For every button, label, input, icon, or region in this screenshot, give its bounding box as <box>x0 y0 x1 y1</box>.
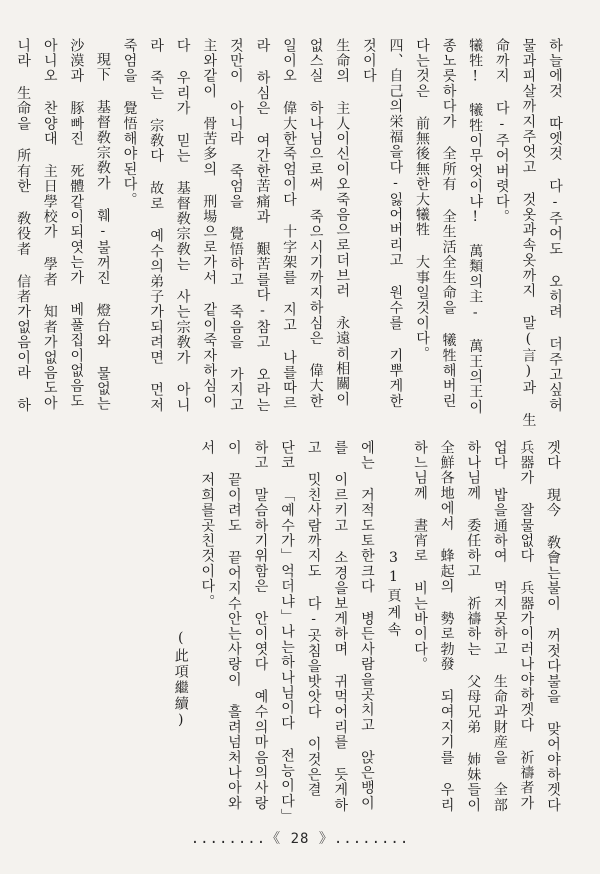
text-column: 겟다 現今 敎會는불이 꺼젓다불을 맞어야하겟다 <box>545 440 561 813</box>
text-column: 를 이르키고 소경을보게하며 귀먹어리를 듯게하 <box>332 440 349 813</box>
text-column: 全鮮各地에서 蜂起의 勢로勃發 되여지기를 우리 <box>438 440 455 813</box>
text-column: 단코 「예수가」억더냐」나는하나님이다 전능이다」 <box>279 440 296 824</box>
text-column: 다 우리가 믿는 基督敎宗敎는 사는宗敎가 아니 <box>174 38 191 413</box>
text-column: 에는 거적도토한크다 병든사람을곳치고 앉은뱅이 <box>358 440 375 811</box>
continued-note: (此項繼續) <box>172 630 189 730</box>
text-column: 沙漠과 豚빠진 死體같이되엿는가 베풀집이없음도 <box>68 38 85 409</box>
folio-dashes-right: ........ <box>333 831 410 847</box>
text-column: 업다 밥을通하여 먹지못하고 生命과財産을 全部 <box>491 440 508 813</box>
text-column: 것만이 아니라 죽엄을 覺悟하고 죽음을 가지고 <box>227 38 244 413</box>
text-column: 아니오 찬양대 主日學校가 學者 知者가없음도아 <box>41 38 58 411</box>
text-column: 종노릇하다가 全所有 全生活全生命을 犧牲해버린 <box>440 38 457 409</box>
text-column: 하늘에것 따엣것 다-주어도 오히려 더주고싶허 <box>547 38 563 413</box>
text-column: 라 하심은 여간한苦痛과 艱苦를다-참고 오라는 <box>254 38 271 413</box>
text-column: 하고 말슴하기위함은 안이엿다 예수의마음의사랑 <box>252 440 269 811</box>
folio-dashes-left: ........ <box>190 831 267 847</box>
text-column: 없스실 하나님으로써 죽으시기까지하심은 偉大한 <box>307 38 324 409</box>
section-heading: 四、自己의栄福을다-잃어버리고 원수를 기뿌게한 <box>387 38 404 409</box>
continuation-reference: 31頁계속 <box>385 550 402 639</box>
lower-text-block <box>30 440 566 824</box>
text-column: 生命의 主人이신이오죽음으로더브러 永遠히相關이 <box>334 38 351 407</box>
text-column: 일이오 偉大한죽엄이다 十字架를 지고 나를따르 <box>281 38 298 411</box>
text-column: 라 죽는 宗敎다 故로 예수의弟子가되려면 먼저 <box>148 38 165 413</box>
text-column: 다는것은 前無後無한大犧牲 大事일것이다。 <box>414 38 431 362</box>
text-column: 서 저희를곳친것이다。 <box>199 440 216 610</box>
folio-bracket-left: 《 <box>266 831 282 847</box>
text-column: 고 밋친사람까지도 다-곳침을밧앗다 이것은결 <box>305 440 322 798</box>
text-column: 하나님께 委任하고 祈禱하는 父母兄弟 姉妹들이 <box>465 440 482 813</box>
upper-text-block <box>15 38 568 429</box>
text-column: 니라 生命을 所有한 敎役者 信者가없음이라 하 <box>15 38 32 413</box>
text-column: 것이다 <box>360 38 377 84</box>
text-column: 兵器가 잘물없다 兵器가이러나야하겟다 祈禱者가 <box>518 440 535 811</box>
text-column: 하느님께 晝宵로 비는바이다。 <box>412 440 429 672</box>
text-column: 主와같이 骨苦多의 刑場으로가서 같이죽자하심이 <box>201 38 218 409</box>
text-column: 犧牲! 犧牲이무엇이냐! 萬類의主- 萬王의王이 <box>467 38 484 415</box>
page-number: 28 <box>290 831 310 847</box>
text-column: 죽엄을 覺悟해야된다。 <box>121 38 138 208</box>
page-number-footer <box>0 828 600 848</box>
text-column: 이 끝이려도 끝어지수안는사랑이 흘려넘처나아와 <box>225 440 242 811</box>
text-column: 물과피살까지주엇고 것옷과속옷까지 말(言)과 生 <box>520 38 537 429</box>
text-column: 命까지 다-주어버렷다。 <box>493 38 510 225</box>
text-column: 現下 基督敎宗敎가 훼-불꺼진 燈台와 물없는 <box>94 52 111 412</box>
folio-bracket-right: 》 <box>318 831 334 847</box>
